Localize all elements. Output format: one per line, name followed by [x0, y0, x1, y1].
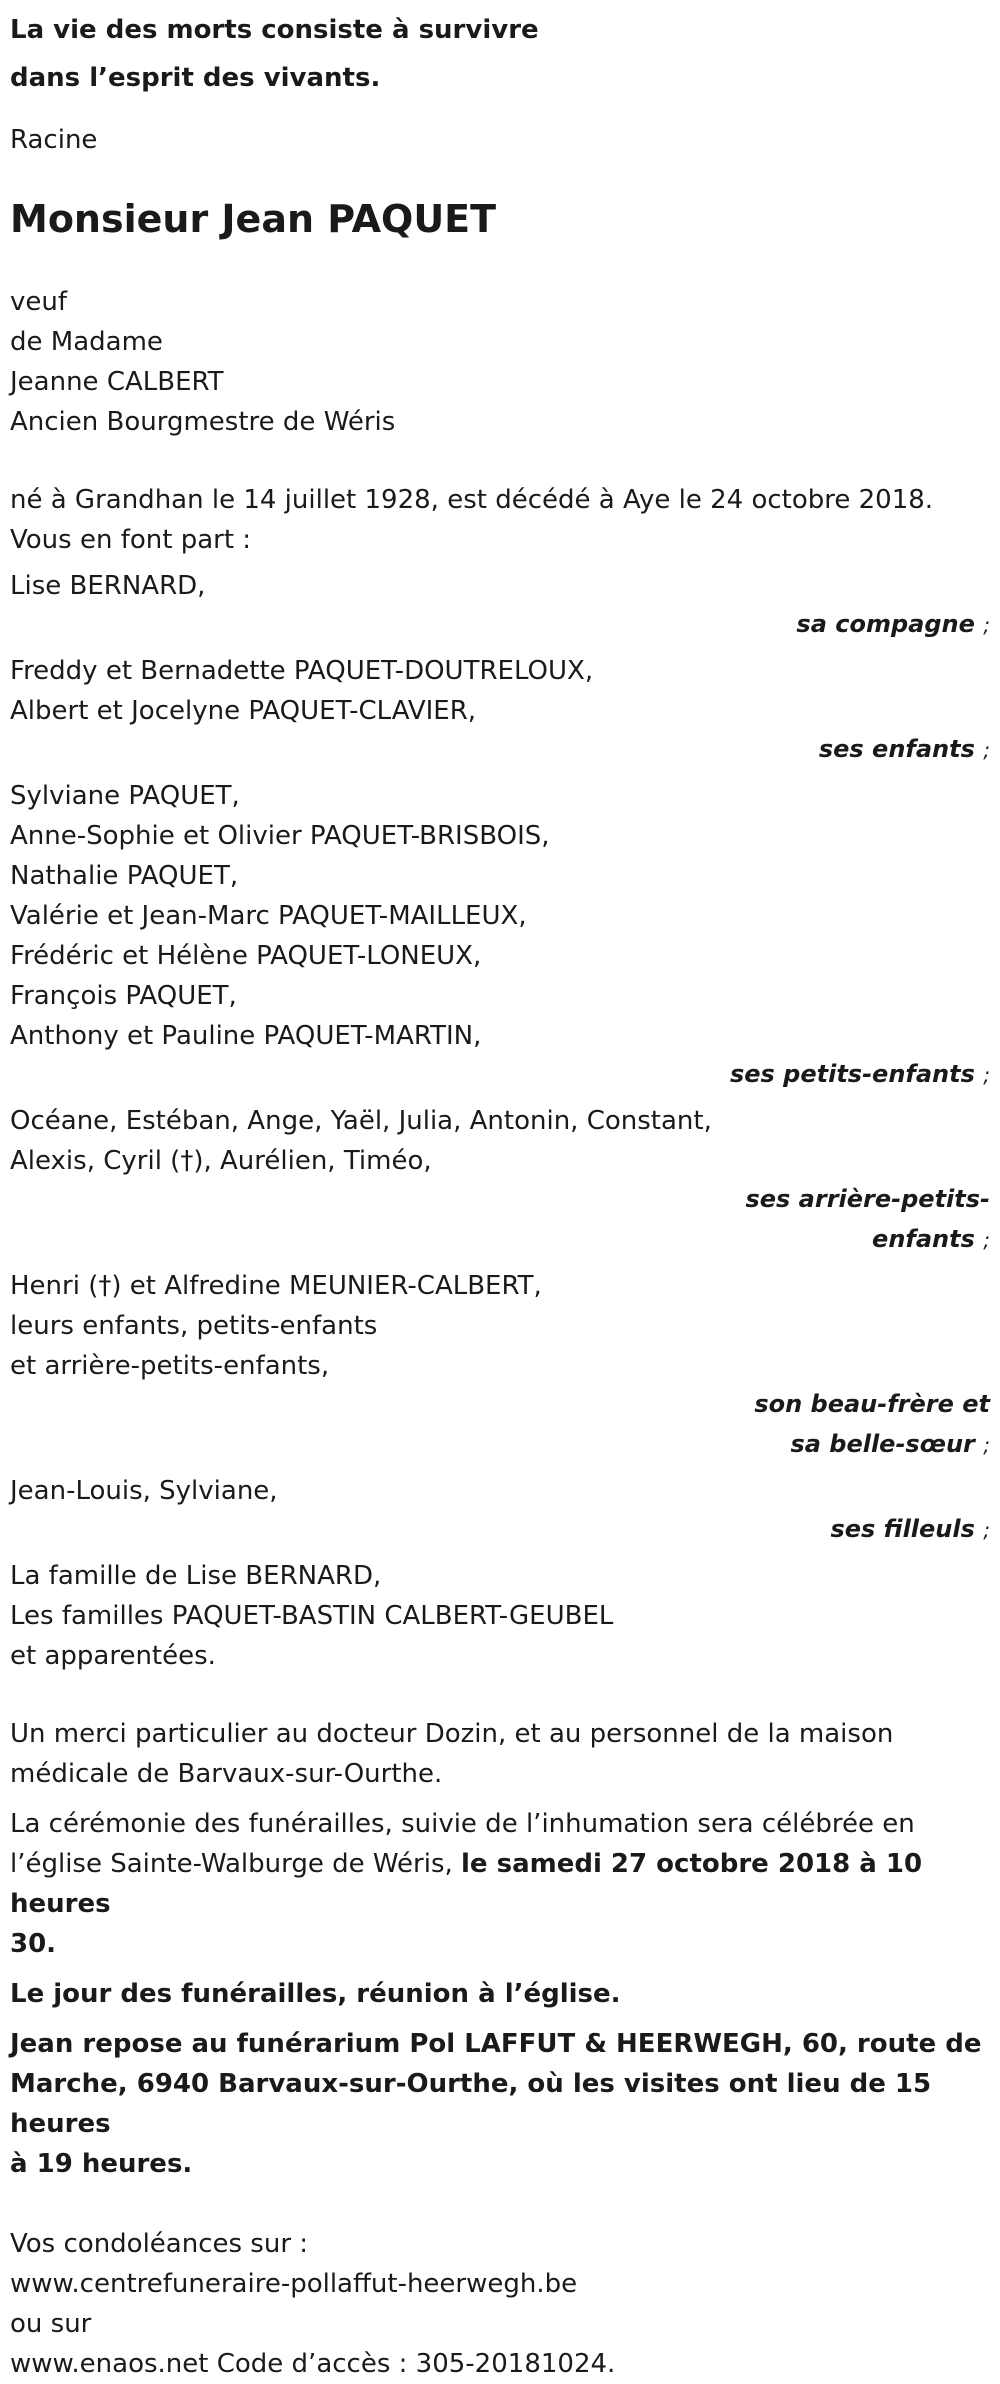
family-line: La famille de Lise BERNARD,	[10, 1561, 382, 1591]
condolences-or: ou sur	[10, 2309, 92, 2339]
relation-punct: ;	[983, 613, 990, 637]
ceremony-datetime: le samedi 27 octobre 2018 à 10 heures	[10, 1849, 923, 1919]
ceremony-line	[10, 1844, 990, 1924]
status-line: veuf	[10, 287, 68, 317]
ceremony-line: La cérémonie des funérailles, suivie de l’inhumation sera célébrée en	[10, 1809, 915, 1839]
family-line: Océane, Estéban, Ange, Yaël, Julia, Antonin, Constant,	[10, 1106, 712, 1136]
quote	[10, 6, 990, 102]
quote-line: dans l’esprit des vivants.	[10, 63, 381, 93]
relation-text: ses enfants	[818, 735, 975, 763]
thanks-line: médicale de Barvaux-sur-Ourthe.	[10, 1759, 443, 1789]
family-line: Anne-Sophie et Olivier PAQUET-BRISBOIS,	[10, 821, 550, 851]
relation-punct: ;	[983, 1518, 990, 1542]
birth-death: né à Grandhan le 14 juillet 1928, est décédé à Aye le 24 octobre 2018.	[10, 485, 934, 515]
family-line: Alexis, Cyril (†), Aurélien, Timéo,	[10, 1146, 432, 1176]
family-line: Albert et Jocelyne PAQUET-CLAVIER,	[10, 696, 477, 726]
family-line: Sylviane PAQUET,	[10, 781, 240, 811]
ceremony-place: l’église Sainte-Walburge de Wéris,	[10, 1849, 462, 1879]
quote-line: La vie des morts consiste à survivre	[10, 15, 539, 45]
other-family	[10, 1556, 990, 1676]
relation-text: son beau-frère et	[754, 1390, 990, 1418]
family-line: Anthony et Pauline PAQUET-MARTIN,	[10, 1021, 482, 1051]
status-line: de Madame	[10, 327, 163, 357]
family-relation	[10, 604, 990, 645]
status-line: Ancien Bourgmestre de Wéris	[10, 407, 396, 437]
condolences-intro: Vos condoléances sur :	[10, 2229, 309, 2259]
family-line: Frédéric et Hélène PAQUET-LONEUX,	[10, 941, 482, 971]
family-group	[10, 1471, 990, 1550]
relation-text: ses filleuls	[830, 1515, 975, 1543]
family-group	[10, 566, 990, 645]
family-line: Jean-Louis, Sylviane,	[10, 1476, 278, 1506]
relation-punct: ;	[983, 738, 990, 762]
relation-punct: ;	[983, 1063, 990, 1087]
visitation-line: à 19 heures.	[10, 2149, 193, 2179]
family-line: leurs enfants, petits-enfants	[10, 1311, 378, 1341]
status-line: Jeanne CALBERT	[10, 367, 224, 397]
family-line: Freddy et Bernadette PAQUET-DOUTRELOUX,	[10, 656, 594, 686]
relation-text: ses arrière-petits-	[745, 1185, 990, 1213]
relation-punct: ;	[983, 1433, 990, 1457]
family-line: Nathalie PAQUET,	[10, 861, 239, 891]
family-group	[10, 776, 990, 1095]
visitation-line: Jean repose au funérarium Pol LAFFUT & HEERWEGH, 60, route de	[10, 2029, 982, 2059]
quote-author: Racine	[10, 125, 98, 155]
deceased-name: Monsieur Jean PAQUET	[10, 197, 497, 241]
visitation-line: Marche, 6940 Barvaux-sur-Ourthe, où les visites ont lieu de 15 heures	[10, 2069, 932, 2139]
obituary-column	[10, 0, 990, 2384]
family-line: et apparentées.	[10, 1641, 216, 1671]
condolences	[10, 2224, 990, 2384]
family-group	[10, 1101, 990, 1260]
family-line: François PAQUET,	[10, 981, 237, 1011]
condolences-link[interactable]: www.enaos.net Code d’accès : 305-20181024.	[10, 2349, 616, 2379]
condolences-link[interactable]: www.centrefuneraire-pollaffut-heerwegh.be	[10, 2269, 578, 2299]
family-line: Les familles PAQUET-BASTIN CALBERT-GEUBEL	[10, 1601, 614, 1631]
family-group	[10, 651, 990, 770]
family-group	[10, 1266, 990, 1465]
relation-text: enfants	[872, 1225, 975, 1253]
visitation	[10, 2024, 990, 2184]
family-relation	[10, 1384, 990, 1465]
relation-punct: ;	[983, 1228, 990, 1252]
deceased-status	[10, 282, 990, 442]
family-line: Lise BERNARD,	[10, 571, 206, 601]
thanks-line: Un merci particulier au docteur Dozin, et au personnel de la maison	[10, 1719, 894, 1749]
meeting-note: Le jour des funérailles, réunion à l’église.	[10, 1979, 621, 2009]
family-line: Henri (†) et Alfredine MEUNIER-CALBERT,	[10, 1271, 542, 1301]
relation-text: sa compagne	[796, 610, 975, 638]
family-relation	[10, 1054, 990, 1095]
family-line: Valérie et Jean-Marc PAQUET-MAILLEUX,	[10, 901, 527, 931]
relation-text: ses petits-enfants	[729, 1060, 975, 1088]
relation-text: sa belle-sœur	[790, 1430, 975, 1458]
family-relation	[10, 729, 990, 770]
family-line: et arrière-petits-enfants,	[10, 1351, 330, 1381]
announcement-intro: Vous en font part :	[10, 525, 252, 555]
ceremony	[10, 1804, 990, 1964]
family-relation	[10, 1179, 990, 1260]
thanks	[10, 1714, 990, 1794]
ceremony-datetime-end: 30.	[10, 1929, 57, 1959]
family-relation	[10, 1509, 990, 1550]
